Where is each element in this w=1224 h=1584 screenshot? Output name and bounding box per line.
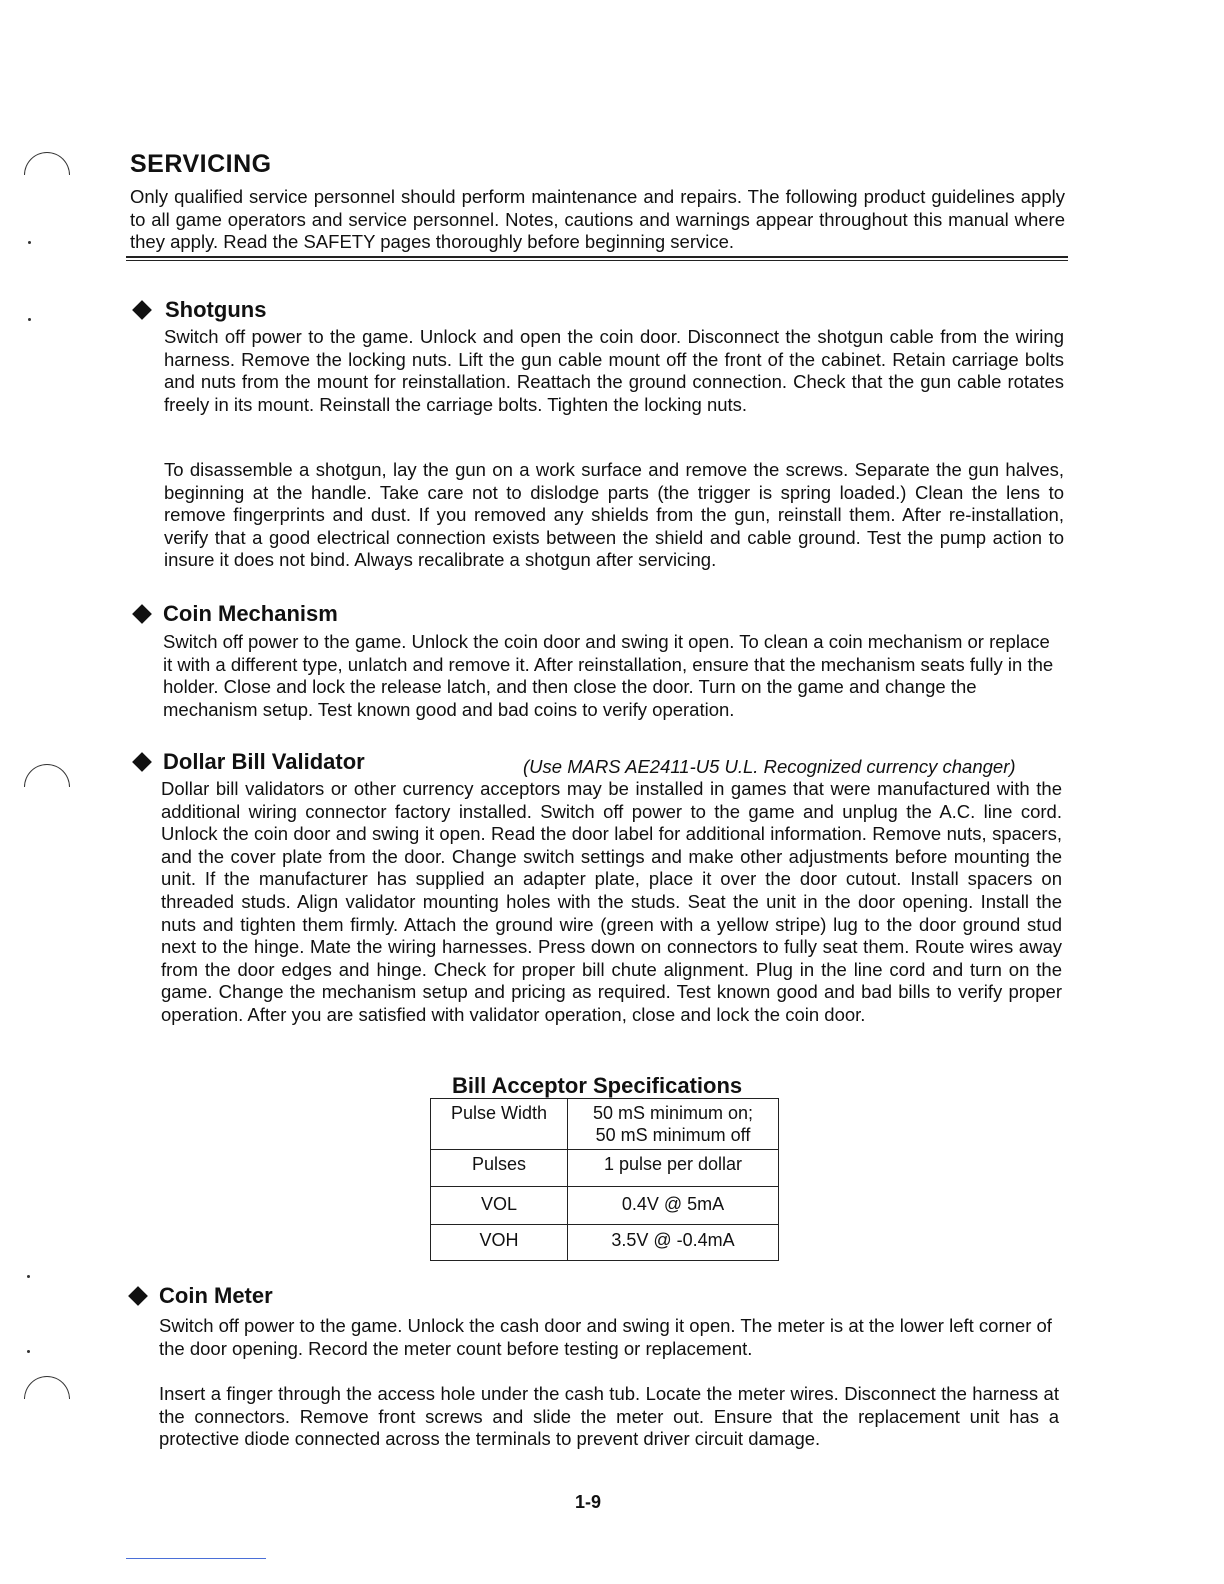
- validator-paragraph: Dollar bill validators or other currency acceptors may be installed in games that were manufactured with the additional wiring connector factory installed. Switch off power to the game and unplug the A.C. line cord. Unlock the coin door and swing it open. Read the door label for additional information. Remove nuts, spacers, and the cover plate from the door. Change switch settings and make other adjustments before mounting the unit. If the manufacturer has supplied an adapter plate, place it over the door cutout. Install spacers on threaded studs. Align validator mounting holes with the studs. Seat the unit in the door opening. Install the nuts and tighten them firmly. Attach the ground wire (green with a yellow stripe) lug to the door ground stud next to the hinge. Mate the wiring harnesses. Press down on connectors to fully seat them. Route wires away from the door edges and hinge. Check for proper bill chute alignment. Plug in the line cord and turn on the game. Change the mechanism setup and pricing as required. Test known good and bad bills to verify proper operation. After you are satisfied with validator operation, close and lock the coin door.: [161, 778, 1062, 1025]
- spec-value: 3.5V @ -0.4mA: [568, 1225, 779, 1261]
- spec-label-text: VOL: [480, 1194, 518, 1214]
- spec-value: 1 pulse per dollar: [568, 1150, 779, 1187]
- bullet-diamond-icon: [132, 604, 152, 624]
- spec-label: [431, 1187, 568, 1225]
- scan-dot: [28, 318, 31, 321]
- intro-paragraph: Only qualified service personnel should perform maintenance and repairs. The following product guidelines apply to all game operators and service personnel. Notes, cautions and warnings appear throughout this manual where they apply. Read the SAFETY pages thoroughly before beginning service.: [130, 186, 1065, 253]
- spec-value-line: 50 mS minimum on;: [592, 1103, 754, 1123]
- shotguns-paragraph-1: Switch off power to the game. Unlock and open the coin door. Disconnect the shotgun cable from the wiring harness. Remove the locking nuts. Lift the gun cable mount off the front of the cabinet. Retain carriage bolts and nuts from the mount for reinstallation. Reattach the ground connection. Check that the gun cable rotates freely in its mount. Reinstall the carriage bolts. Tighten the locking nuts.: [164, 326, 1064, 415]
- shotguns-paragraph-2: To disassemble a shotgun, lay the gun on a work surface and remove the screws. Separate the gun halves, beginning at the handle. Take care not to dislodge parts (the trigger is spring loaded.) Clean the lens to remove fingerprints and dust. If you removed any shields from the gun, reinstall them. After re-installation, verify that a good electrical connection exists between the shield and cable ground. Test the pump action to insure it does not bind. Always recalibrate a shotgun after servicing.: [164, 459, 1064, 571]
- section-divider-thin: [126, 260, 1068, 261]
- bullet-diamond-icon: [132, 752, 152, 772]
- scan-dot: [27, 1350, 30, 1353]
- table-row: [431, 1099, 779, 1150]
- spec-value: [568, 1099, 779, 1150]
- scan-dot: [28, 241, 31, 244]
- binder-hole-mark-middle: [24, 764, 70, 787]
- section-title-shotguns: Shotguns: [165, 297, 267, 322]
- coin-mechanism-paragraph: Switch off power to the game. Unlock the coin door and swing it open. To clean a coin mechanism or replace it with a different type, unlatch and remove it. After reinstallation, ensure that the mechanism seats fully in the holder. Close and lock the release latch, and then close the door. Turn on the game and change the mechanism setup. Test known good and bad coins to verify operation.: [163, 631, 1054, 720]
- spec-value-line: 50 mS minimum off: [595, 1125, 751, 1145]
- spec-value: 0.4V @ 5mA: [568, 1187, 779, 1225]
- validator-model-note: (Use MARS AE2411-U5 U.L. Recognized currency changer): [523, 756, 1016, 777]
- table-row: [431, 1150, 779, 1187]
- coin-meter-paragraph-2: Insert a finger through the access hole under the cash tub. Locate the meter wires. Disconnect the harness at the connectors. Remove front screws and slide the meter out. Ensure that the replacement unit has a protective diode connected across the terminals to prevent driver circuit damage.: [159, 1383, 1059, 1450]
- bill-acceptor-spec-table: [430, 1098, 779, 1261]
- spec-label: Pulse Width: [431, 1099, 568, 1150]
- footer-underline: [126, 1558, 266, 1559]
- section-title-coin-meter: Coin Meter: [159, 1283, 273, 1308]
- bullet-diamond-icon: [132, 300, 152, 320]
- coin-meter-paragraph-1: Switch off power to the game. Unlock the cash door and swing it open. The meter is at the lower left corner of the door opening. Record the meter count before testing or replacement.: [159, 1315, 1052, 1359]
- table-row: [431, 1187, 779, 1225]
- section-divider: [126, 256, 1068, 258]
- spec-label: [431, 1225, 568, 1261]
- binder-hole-mark-top: [24, 152, 70, 175]
- spec-label: Pulses: [431, 1150, 568, 1187]
- table-row: [431, 1225, 779, 1261]
- bullet-diamond-icon: [128, 1286, 148, 1306]
- binder-hole-mark-bottom: [24, 1376, 70, 1399]
- page-title: SERVICING: [130, 150, 272, 178]
- section-title-coin-mechanism: Coin Mechanism: [163, 601, 338, 626]
- spec-label-text: VOH: [479, 1230, 519, 1250]
- section-title-dollar-bill-validator: Dollar Bill Validator: [163, 749, 365, 774]
- scan-dot: [27, 1275, 30, 1278]
- spec-table-title: Bill Acceptor Specifications: [452, 1073, 743, 1098]
- page-number: 1-9: [575, 1492, 602, 1512]
